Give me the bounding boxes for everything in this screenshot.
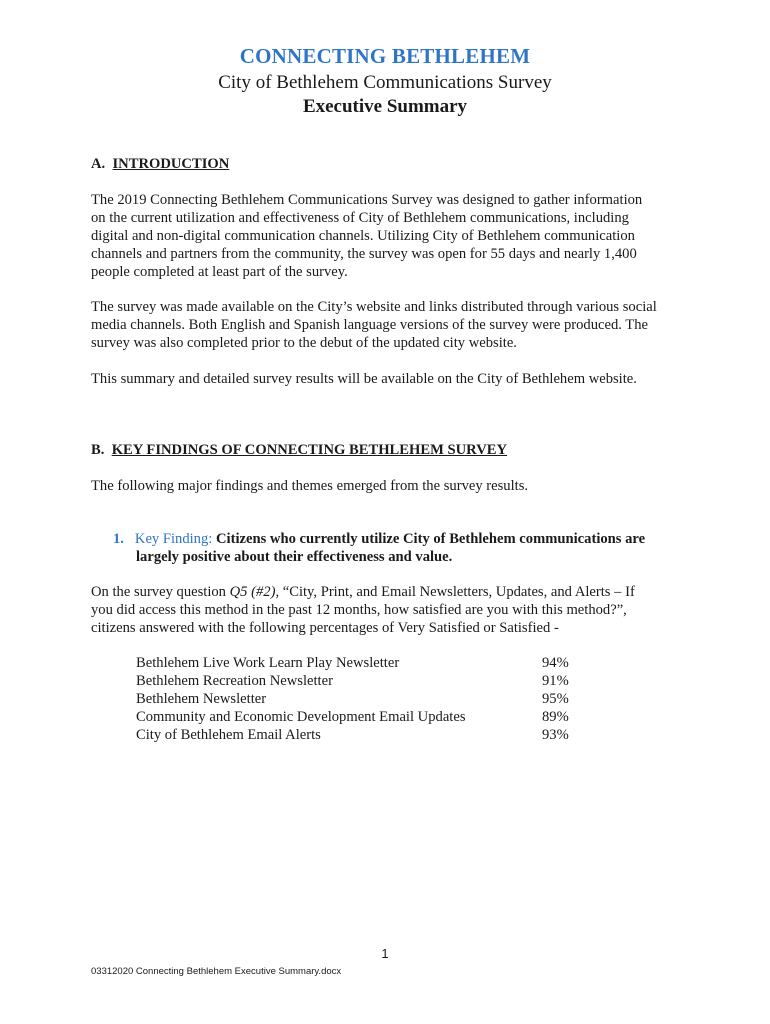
text-line: people completed at least part of the survey. (91, 264, 348, 280)
document-subtitle: City of Bethlehem Communications Survey (218, 72, 552, 93)
result-value: 95% (542, 691, 569, 707)
intro-paragraph-3 (91, 370, 637, 388)
result-name: Bethlehem Live Work Learn Play Newsletter (136, 655, 400, 671)
key-finding-1 (113, 530, 645, 566)
result-name: Community and Economic Development Email Updates (136, 709, 466, 725)
result-value: 91% (542, 673, 569, 689)
result-row (136, 672, 569, 690)
section-b-title: KEY FINDINGS OF CONNECTING BETHLEHEM SURVEY (111, 442, 508, 458)
result-value: 89% (542, 709, 569, 725)
finding-text-line-1: Citizens who currently utilize City of Bethlehem communications are (216, 531, 646, 547)
result-row (136, 708, 569, 726)
result-row (136, 654, 569, 672)
text-line: citizens answered with the following percentages of Very Satisfied or Satisfied - (91, 620, 559, 636)
intro-paragraph-2 (91, 298, 657, 352)
text-line: This summary and detailed survey results will be available on the City of Bethlehem website. (91, 371, 637, 387)
intro-paragraph-1 (91, 191, 642, 281)
result-row (136, 690, 569, 708)
text-line: you did access this method in the past 12 months, how satisfied are you with this method?”, (91, 602, 627, 618)
satisfaction-results-list (136, 654, 569, 744)
text-line: digital and non-digital communication channels. Utilizing City of Bethlehem communication (91, 228, 635, 244)
document-subtitle-executive-summary: Executive Summary (302, 96, 468, 117)
finding-number: 1. (113, 531, 124, 547)
result-row (136, 726, 569, 744)
survey-question-paragraph (91, 583, 635, 637)
result-value: 93% (542, 727, 569, 743)
section-b-letter: B. (91, 442, 105, 458)
question-text-start: On the survey question (91, 584, 230, 600)
text-line: media channels. Both English and Spanish language versions of the survey were produced. The (91, 317, 648, 333)
section-b-heading (91, 441, 507, 459)
section-a-heading (91, 155, 229, 173)
text-line: on the current utilization and effectiveness of City of Bethlehem communications, including (91, 210, 629, 226)
key-findings-intro: The following major findings and themes emerged from the survey results. (91, 478, 529, 494)
text-line: The survey was made available on the City’s website and links distributed through various social (91, 299, 657, 315)
finding-label: Key Finding: (134, 531, 213, 547)
result-name: City of Bethlehem Email Alerts (136, 727, 321, 743)
result-name: Bethlehem Newsletter (136, 691, 267, 707)
question-reference: Q5 (#2) (229, 584, 276, 600)
finding-text-line-2: largely positive about their effectiveness and value. (136, 549, 453, 565)
document-title: CONNECTING BETHLEHEM (239, 44, 531, 68)
section-a-title: INTRODUCTION (112, 156, 230, 172)
text-line: channels and partners from the community, the survey was open for 55 days and nearly 1,400 (91, 246, 637, 262)
section-a-letter: A. (91, 156, 106, 172)
footer-filename: 03312020 Connecting Bethlehem Executive Summary.docx (91, 966, 342, 977)
page-number: 1 (381, 946, 389, 961)
question-text-rest: , “City, Print, and Email Newsletters, Updates, and Alerts – If (275, 584, 635, 600)
text-line: survey was also completed prior to the debut of the updated city website. (91, 335, 517, 351)
result-value: 94% (542, 655, 569, 671)
result-name: Bethlehem Recreation Newsletter (136, 673, 333, 689)
text-line: The 2019 Connecting Bethlehem Communications Survey was designed to gather information (91, 192, 643, 208)
